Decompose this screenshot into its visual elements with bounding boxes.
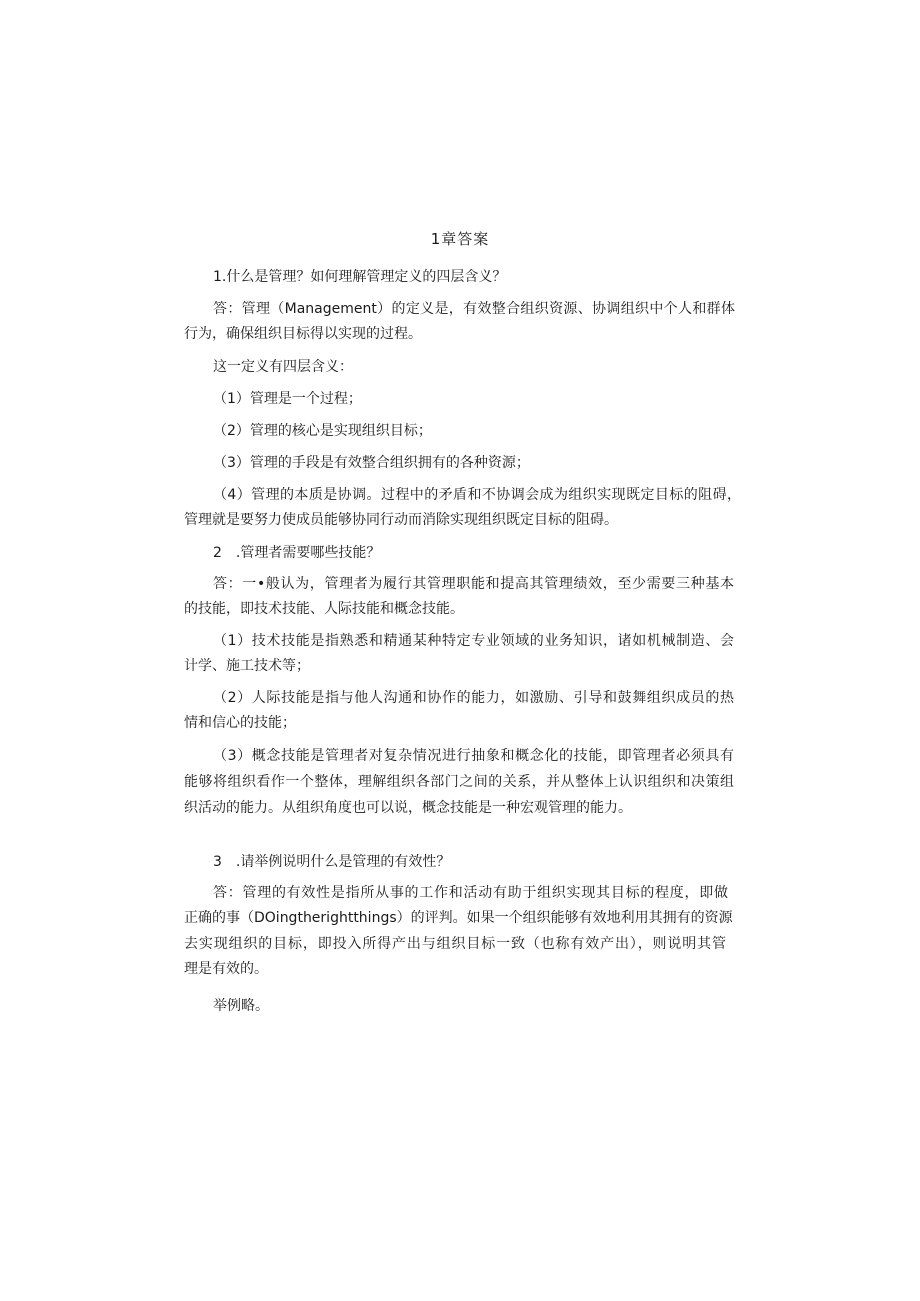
- question-1: 1.什么是管理？如何理解管理定义的四层含义？: [213, 269, 507, 285]
- answer-1-line-1: 答：管理（Management）的定义是，有效整合组织资源、协调组织中个人和群体: [213, 301, 735, 317]
- answer-1-point-2: （2）管理的核心是实现组织目标；: [213, 423, 432, 439]
- answer-2-point-3-line-1: （3）概念技能是管理者对复杂情况进行抽象和概念化的技能，即管理者必须具有: [213, 748, 734, 764]
- answer-3-line-2: 正确的事（DOingtherightthings）的评判。如果一个组织能够有效地利用其拥有的资源: [184, 910, 733, 926]
- document-title: 1章答案: [430, 230, 490, 248]
- answer-2-point-2-line-1: （2）人际技能是指与他人沟通和协作的能力，如激励、引导和鼓舞组织成员的热: [213, 690, 734, 706]
- answer-3-example: 举例略。: [213, 998, 269, 1014]
- answer-3-line-4: 理是有效的。: [184, 961, 268, 977]
- answer-2-point-1-line-2: 计学、施工技术等；: [184, 658, 310, 674]
- answer-1-point-1: （1）管理是一个过程；: [213, 391, 362, 407]
- answer-1-intro: 这一定义有四层含义：: [213, 359, 353, 375]
- answer-1-point-3: （3）管理的手段是有效整合组织拥有的各种资源；: [213, 455, 530, 471]
- answer-2-line-1: 答：一•般认为，管理者为履行其管理职能和提高其管理绩效，至少需要三种基本: [213, 576, 734, 592]
- answer-1-line-2: 行为，确保组织目标得以实现的过程。: [184, 326, 422, 342]
- answer-2-point-3-line-3: 织活动的能力。从组织角度也可以说，概念技能是一种宏观管理的能力。: [184, 800, 632, 816]
- answer-1-point-4-line-1: （4）管理的本质是协调。过程中的矛盾和不协调会成为组织实现既定目标的阻碍，: [213, 487, 741, 503]
- answer-2-point-3-line-2: 能够将组织看作一个整体，理解组织各部门之间的关系，并从整体上认识组织和决策组: [184, 774, 734, 790]
- answer-3-line-3: 去实现组织的目标，即投入所得产出与组织目标一致（也称有效产出），则说明其管: [184, 936, 726, 952]
- answer-1-point-4-line-2: 管理就是要努力使成员能够协同行动而消除实现组织既定目标的阻碍。: [184, 512, 618, 528]
- answer-2-point-1-line-1: （1）技术技能是指熟悉和精通某种特定专业领域的业务知识，诸如机械制造、会: [213, 633, 734, 649]
- question-3: 3 .请举例说明什么是管理的有效性？: [213, 854, 451, 870]
- answer-2-point-2-line-2: 情和信心的技能；: [184, 715, 296, 731]
- answer-3-line-1: 答：管理的有效性是指所从事的工作和活动有助于组织实现其目标的程度，即做: [213, 885, 728, 901]
- question-2: 2 .管理者需要哪些技能？: [213, 545, 381, 561]
- answer-2-line-2: 的技能，即技术技能、人际技能和概念技能。: [184, 601, 464, 617]
